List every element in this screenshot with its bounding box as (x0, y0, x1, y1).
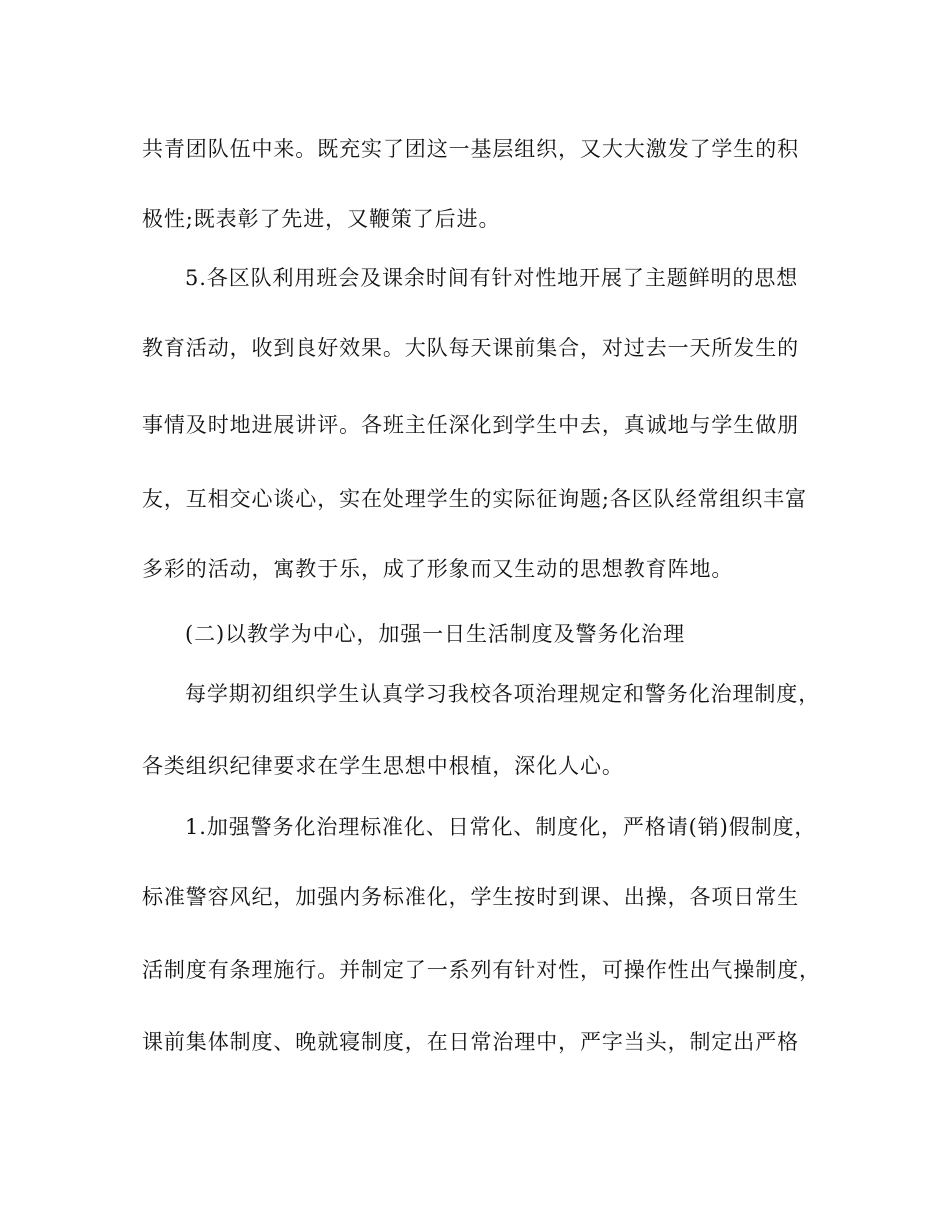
text-line-4: 教育活动，收到良好效果。大队每天课前集合，对过去一天所发生的 (142, 336, 799, 360)
text-line-6: 友，互相交心谈心，实在处理学生的实际征询题;各区队经常组织丰富 (142, 487, 807, 511)
text-line-12: 标准警容风纪，加强内务标准化，学生按时到课、出操，各项日常生 (142, 885, 799, 909)
section-heading: (二)以教学为中心，加强一日生活制度及警务化治理 (185, 622, 685, 646)
text-line-10: 各类组织纪律要求在学生思想中根植，深化人心。 (142, 754, 624, 778)
text-line-7: 多彩的活动，寓教于乐，成了形象而又生动的思想教育阵地。 (142, 557, 734, 581)
text-line-5: 事情及时地进展讲评。各班主任深化到学生中去，真诚地与学生做朋 (142, 413, 799, 437)
text-line-1: 共青团队伍中来。既充实了团这一基层组织，又大大激发了学生的积 (142, 137, 799, 161)
text-line-3: 5.各区队利用班会及课余时间有针对性地开展了主题鲜明的思想 (185, 266, 799, 290)
text-line-9: 每学期初组织学生认真学习我校各项治理规定和警务化治理制度， (185, 682, 821, 706)
text-line-11: 1.加强警务化治理标准化、日常化、制度化，严格请(销)假制度， (185, 815, 817, 839)
text-line-14: 课前集体制度、晚就寝制度，在日常治理中，严字当头，制定出严格 (142, 1030, 799, 1054)
text-line-2: 极性;既表彰了先进，又鞭策了后进。 (142, 207, 501, 231)
text-line-13: 活制度有条理施行。并制定了一系列有针对性，可操作性出气操制度， (142, 958, 821, 982)
